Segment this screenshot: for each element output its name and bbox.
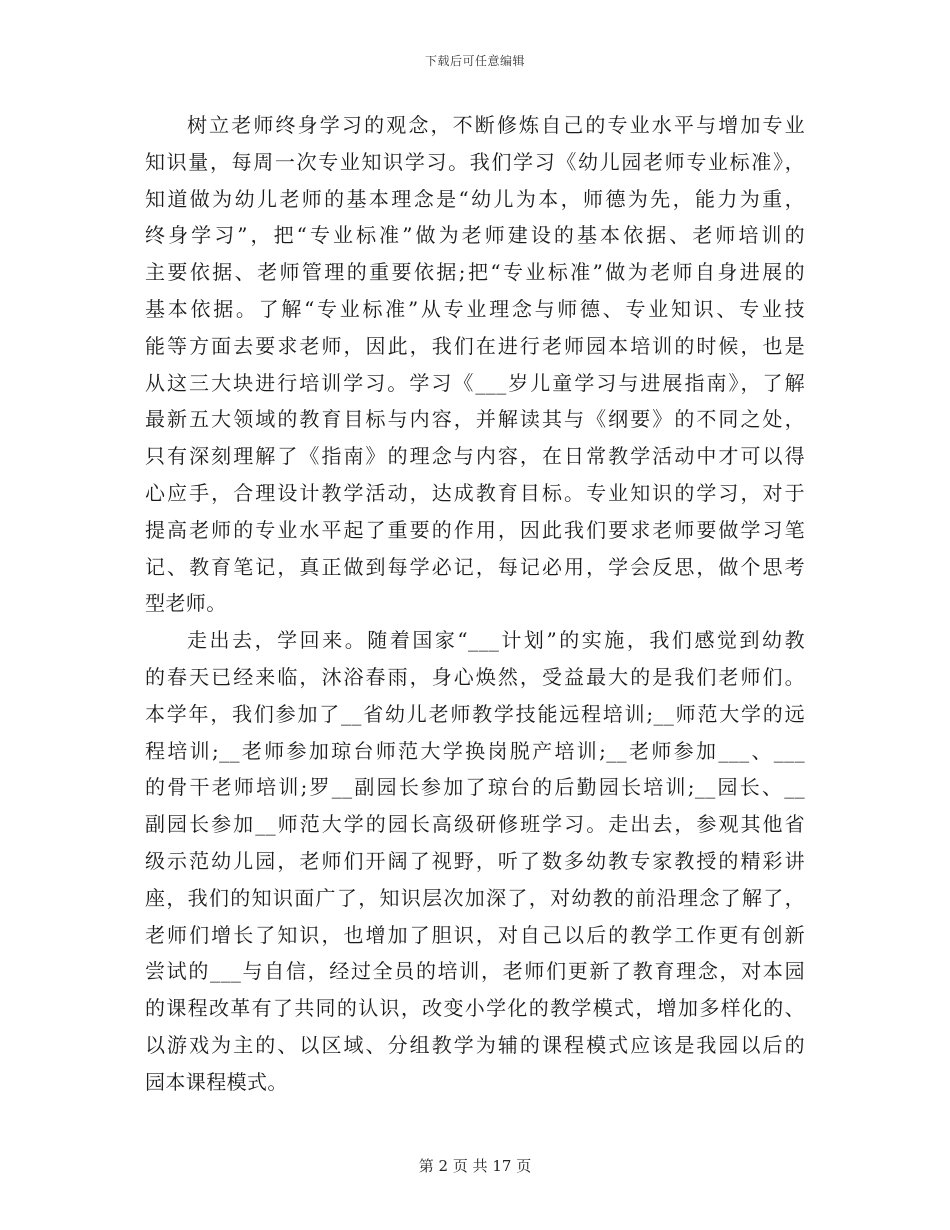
page-header-note: 下载后可任意编辑 — [424, 54, 525, 68]
paragraph-2-line: 的骨干老师培训;罗__副园长参加了琼台的后勤园长培训;__园长、__ — [145, 775, 805, 800]
paragraph-1-line: 知道做为幼儿老师的基本理念是“幼儿为本，师德为先，能力为重， — [145, 186, 805, 211]
paragraph-2-line: 副园长参加__师范大学的园长高级研修班学习。走出去，参观其他省 — [145, 812, 805, 837]
paragraph-2-line: 尝试的___与自信，经过全员的培训，老师们更新了教育理念，对本园 — [145, 959, 805, 984]
paragraph-1-line: 心应手，合理设计教学活动，达成教育目标。专业知识的学习，对于 — [145, 480, 805, 505]
paragraph-1-line: 基本依据。了解“专业标准”从专业理念与师德、专业知识、专业技 — [145, 296, 805, 321]
paragraph-2-line: 本学年，我们参加了__省幼儿老师教学技能远程培训;__师范大学的远 — [145, 701, 805, 726]
paragraph-1-line: 树立老师终身学习的观念，不断修炼自己的专业水平与增加专业 — [187, 113, 805, 137]
paragraph-2-line: 的课程改革有了共同的认识，改变小学化的教学模式，增加多样化的、 — [145, 996, 805, 1021]
paragraph-2-line: 老师们增长了知识，也增加了胆识，对自己以后的教学工作更有创新 — [145, 922, 805, 947]
paragraph-1-line: 从这三大块进行培训学习。学习《___岁儿童学习与进展指南》，了解 — [145, 370, 805, 395]
paragraph-2-line: 走出去，学回来。随着国家“___计划”的实施，我们感觉到幼教 — [187, 628, 805, 653]
paragraph-1-line: 只有深刻理解了《指南》的理念与内容，在日常教学活动中才可以得 — [145, 444, 805, 469]
paragraph-2-line: 座，我们的知识面广了，知识层次加深了，对幼教的前沿理念了解了， — [145, 885, 805, 910]
page-number: 第 2 页 共 17 页 — [418, 1157, 532, 1175]
paragraph-1-line: 知识量，每周一次专业知识学习。我们学习《幼儿园老师专业标准》， — [145, 149, 805, 174]
paragraph-2-line: 以游戏为主的、以区域、分组教学为辅的课程模式应该是我园以后的 — [145, 1032, 805, 1057]
paragraph-1-line: 能等方面去要求老师，因此，我们在进行老师园本培训的时候，也是 — [145, 333, 805, 358]
document-body — [145, 107, 805, 1101]
paragraph-2-line: 的春天已经来临，沐浴春雨，身心焕然，受益最大的是我们老师们。 — [145, 664, 805, 689]
paragraph-1-line: 主要依据、老师管理的重要依据;把“专业标准”做为老师自身进展的 — [145, 260, 805, 285]
paragraph-2-line: 园本课程模式。 — [145, 1069, 288, 1094]
paragraph-1-line: 终身学习”，把“专业标准”做为老师建设的基本依据、老师培训的 — [145, 223, 805, 248]
paragraph-1-line: 提高老师的专业水平起了重要的作用，因此我们要求老师要做学习笔 — [145, 517, 805, 542]
paragraph-1-line: 记、教育笔记，真正做到每学必记，每记必用，学会反思，做个思考 — [145, 554, 805, 579]
paragraph-1-line: 最新五大领域的教育目标与内容，并解读其与《纲要》的不同之处， — [145, 407, 805, 432]
paragraph-2-line: 程培训;__老师参加琼台师范大学换岗脱产培训;__老师参加___、___ — [145, 738, 805, 763]
paragraph-1-line: 型老师。 — [145, 591, 227, 616]
paragraph-2-line: 级示范幼儿园，老师们开阔了视野，听了数多幼教专家教授的精彩讲 — [145, 848, 805, 873]
